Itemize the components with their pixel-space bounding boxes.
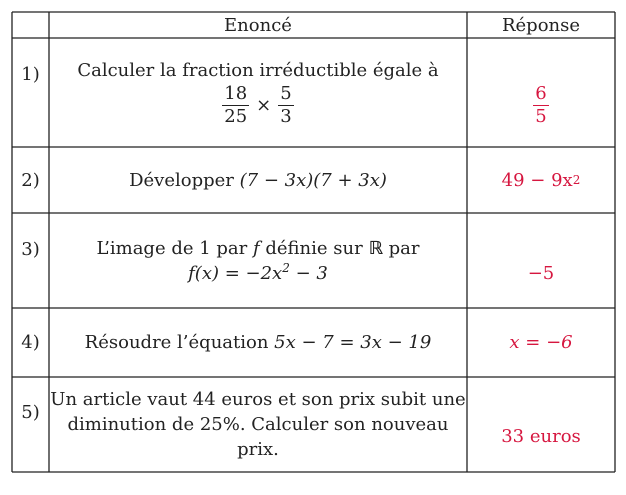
row-number: 5) xyxy=(21,401,40,423)
question-line-1: Un article vaut 44 euros et son prix subit une xyxy=(50,389,466,410)
denominator: 5 xyxy=(535,106,547,127)
header-enonce: Enoncé xyxy=(224,14,292,36)
math-expression: f(x) = −2x xyxy=(188,262,283,284)
question-text: Développer xyxy=(129,169,240,191)
math-expression: (7 − 3x)(7 + 3x) xyxy=(239,169,387,191)
answer-text: x = −6 xyxy=(509,332,573,353)
denominator: 3 xyxy=(280,105,292,127)
question-4 xyxy=(49,308,467,377)
text: définie sur xyxy=(259,237,369,259)
question-1 xyxy=(49,38,467,147)
answer-text: 49 − 9x xyxy=(501,169,573,191)
question-text: Résoudre l’équation xyxy=(84,332,275,353)
row-number: 2) xyxy=(21,169,40,191)
times-sign: × xyxy=(256,94,272,116)
exponent: 2 xyxy=(282,260,290,275)
math-expression: − 3 xyxy=(289,262,328,284)
header-reponse: Réponse xyxy=(501,14,581,36)
question-line-2: diminution de 25%. Calculer son nouveau prix. xyxy=(67,414,449,460)
question-text: Calculer la fraction irréductible égale à xyxy=(77,59,439,81)
answer-4 xyxy=(467,308,615,377)
text: L’image de 1 par xyxy=(96,237,253,259)
row-number: 3) xyxy=(21,238,40,260)
numerator: 18 xyxy=(224,82,248,104)
row-number: 1) xyxy=(21,63,40,85)
text: par xyxy=(382,237,420,259)
answer-5 xyxy=(467,377,615,495)
question-3 xyxy=(49,213,467,308)
reals-symbol: ℝ xyxy=(368,237,383,259)
math-expression: 5x − 7 = 3x − 19 xyxy=(274,332,432,353)
fraction xyxy=(222,83,249,128)
question-line-2 xyxy=(188,261,328,286)
question-2 xyxy=(49,147,467,213)
answer-fraction xyxy=(533,83,548,128)
fraction xyxy=(278,83,293,128)
answer-text: −5 xyxy=(527,262,555,284)
function-symbol: f xyxy=(252,237,260,259)
numerator: 6 xyxy=(535,83,547,104)
answer-text: 33 euros xyxy=(501,425,581,447)
question-5 xyxy=(49,377,467,472)
denominator: 25 xyxy=(224,105,248,127)
fraction-product xyxy=(219,83,296,128)
question-line-1 xyxy=(97,236,420,261)
row-number: 4) xyxy=(21,332,40,353)
answer-2: 49 − 9x 2 xyxy=(501,169,581,191)
numerator: 5 xyxy=(280,82,292,104)
